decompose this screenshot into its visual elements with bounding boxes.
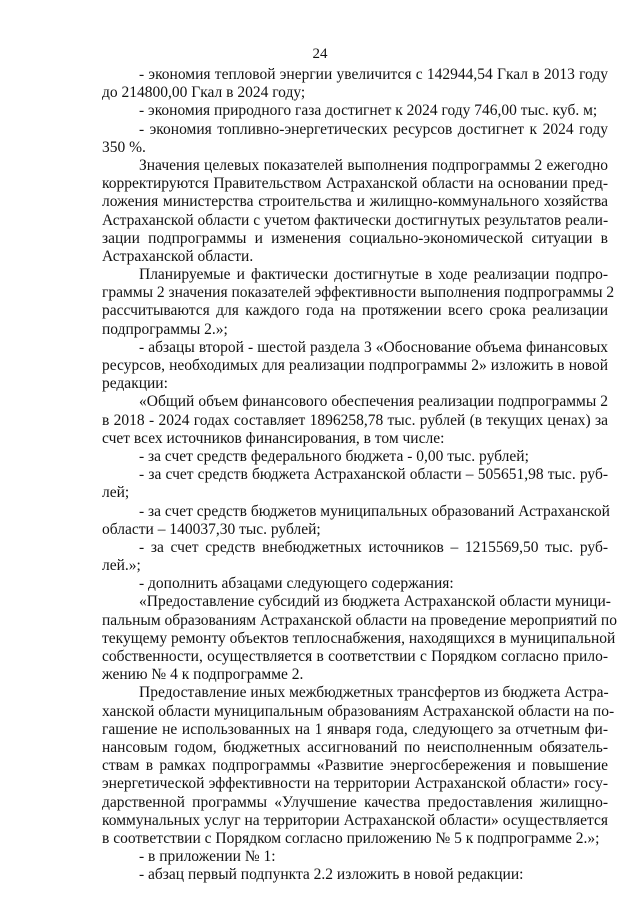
text-line: Предоставление иных межбюджетных трансфертов из бюджета Астра- [139,684,609,702]
text-line: - за счет средств федерального бюджета - 0,00 тыс. рублей; [139,447,529,465]
text-line: Астраханской области с учетом фактически достигнутых результатов реали- [102,211,609,229]
text-line: гашение не использованных на 1 января года, следующего за отчетным фи- [102,720,608,738]
text-line: - экономия тепловой энергии увеличится с 142944,54 Гкал в 2013 году [139,66,608,83]
text-line: лей.»; [102,557,141,575]
text-line: зации подпрограммы и изменения социально-экономической ситуации в [102,229,608,247]
text-line: - экономия топливно-энергетических ресурсов достигнет к 2024 году [139,120,608,138]
text-line: ханской области муниципальным образованиям Астраханской области на по- [102,702,615,720]
text-line: собственности, осуществляется в соответствии с Порядком согласно прило- [102,648,608,665]
text-line: жению № 4 к подпрограмме 2. [102,666,304,684]
text-line: дарственной программы «Улучшение качества предоставления жилищно- [102,793,608,811]
text-line: «Общий объем финансового обеспечения реализации подпрограммы 2 [139,393,608,411]
text-line: - в приложении № 1: [139,848,276,866]
text-line: - экономия природного газа достигнет к 2024 году 746,00 тыс. куб. м; [139,102,598,120]
document-body [102,66,617,884]
text-line: - за счет средств внебюджетных источников – 1215569,50 тыс. руб- [139,538,608,556]
text-line: Астраханской области. [102,247,254,265]
text-line: коммунальных услуг на территории Астраханской области» осуществляется [102,811,608,829]
text-line: в соответствии с Порядком согласно приложению № 5 к подпрограмме 2.»; [102,829,600,847]
text-line: корректируются Правительством Астраханской области на основании пред- [102,175,608,193]
text-line: текущему ремонту объектов теплоснабжения, находящихся в муниципальной [102,629,616,647]
text-line: до 214800,00 Гкал в 2024 году; [102,84,306,102]
text-line: 350 %. [102,138,146,156]
text-line: ствам в рамках подпрограммы «Развитие энергосбережения и повышение [102,757,608,775]
text-line: области – 140037,30 тыс. рублей; [102,520,321,538]
text-line: - абзац первый подпункта 2.2 изложить в новой редакции: [139,866,524,884]
text-line: ресурсов, необходимых для реализации подпрограммы 2» изложить в новой [102,357,608,374]
text-line: рассчитываются для каждого года на протяжении всего срока реализации [102,302,608,320]
text-line: пальным образованиям Астраханской области на проведение мероприятий по [102,611,617,629]
text-line: нансовым годом, бюджетных ассигнований по неисполненным обязатель- [102,738,608,756]
text-line: «Предоставление субсидий из бюджета Астраханской области муници- [139,593,611,611]
text-line: ложения министерства строительства и жилищно-коммунального хозяйства [102,193,608,211]
text-line: в 2018 - 2024 годах составляет 1896258,78 тыс. рублей (в текущих ценах) за [102,411,608,429]
text-line: счет всех источников финансирования, в том числе: [102,429,445,447]
text-line: Значения целевых показателей выполнения подпрограммы 2 ежегодно [139,156,608,174]
text-line: Планируемые и фактически достигнутые в ходе реализации подпро- [139,266,608,284]
text-line: - за счет средств бюджетов муниципальных образований Астраханской [139,502,610,520]
text-line: - дополнить абзацами следующего содержания: [139,575,454,593]
text-line: подпрограммы 2.»; [102,320,228,338]
text-line: - за счет средств бюджета Астраханской области – 505651,98 тыс. руб- [139,466,608,484]
text-line: энергетической эффективности на территории Астраханской области» госу- [102,775,608,793]
text-line: лей; [102,484,130,502]
text-line: граммы 2 значения показателей эффективности выполнения подпрограммы 2 [102,284,615,302]
page-number: 24 [312,46,328,62]
text-line: редакции: [102,375,168,393]
text-line: - абзацы второй - шестой раздела 3 «Обоснование объема финансовых [139,338,608,356]
